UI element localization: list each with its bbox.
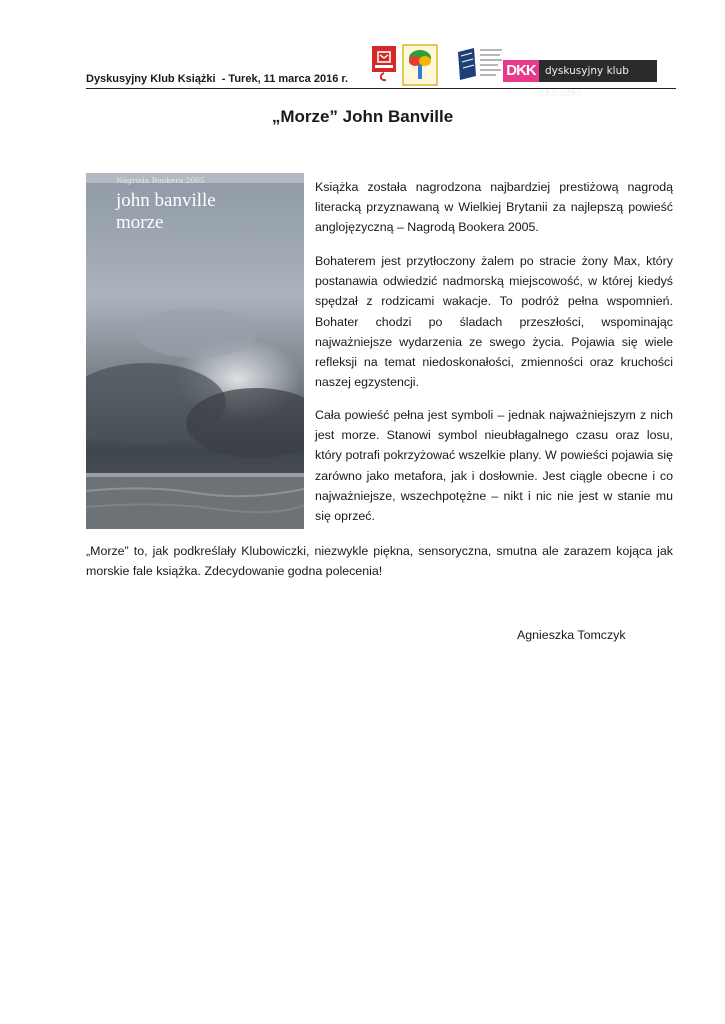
dkk-text: dyskusyjny klub książki bbox=[545, 65, 629, 99]
article-title: „Morze” John Banville bbox=[271, 107, 454, 126]
library-logo bbox=[372, 46, 396, 82]
cover-award: Nagroda Bookera 2005 bbox=[116, 176, 205, 185]
sponsor-logos bbox=[372, 44, 676, 99]
dkk-mark: DKK bbox=[503, 60, 539, 82]
paragraph-recommendation: „Morze” to, jak podkreślały Klubowiczki, niezwykle piękna, sensoryczna, smutna ale zarazem kojąca jak morskie fale książka. Zdecydowanie godna polecenia! bbox=[86, 544, 673, 579]
author-signature: Agnieszka Tomczyk bbox=[517, 628, 626, 642]
book-cover bbox=[86, 173, 304, 529]
paragraph-plot: Bohaterem jest przytłoczony żalem po stracie żony Max, który postanawia odwiedzić nadmorską miejscowość, w której kiedyś spędzał z rodzicami wakacje. To podróż pełna wspomnień. Bohater chodzi po śladach przeszłości, wspominając najważniejsze wydarzenia ze swego życia. Pojawia się wiele refleksji na temat niedoskonałości, zmienności oraz kruchości naszej egzystencji. bbox=[315, 254, 673, 390]
cover-author: john banville bbox=[116, 190, 216, 211]
paragraph-symbols: Cała powieść pełna jest symboli – jednak najważniejszym z nich jest morze. Stanowi symbol nieubłagalnego czasu oraz losu, który potrafi pokrzyżować wszelkie plany. W powieści pojawia się zarówno jako metafora, jak i dosłownie. Jest ciągle obecne i co najważniejsze, wszechpotężne – nikt i nic nie jest w stanie mu się oprzeć. bbox=[315, 408, 673, 524]
cover-title: morze bbox=[116, 212, 164, 233]
book-logo bbox=[456, 46, 504, 82]
header-divider bbox=[86, 88, 676, 89]
paragraph-award: Książka została nagrodzona najbardziej prestiżową nagrodą literacką przyznawaną w Wielkiej Brytanii za najlepszą powieść anglojęzyczną – Nagrodą Bookera 2005. bbox=[315, 180, 673, 235]
tree-logo bbox=[402, 44, 438, 86]
header-text: Dyskusyjny Klub Książki - Turek, 11 marca 2016 r. bbox=[86, 73, 349, 85]
dkk-logo bbox=[503, 60, 657, 99]
